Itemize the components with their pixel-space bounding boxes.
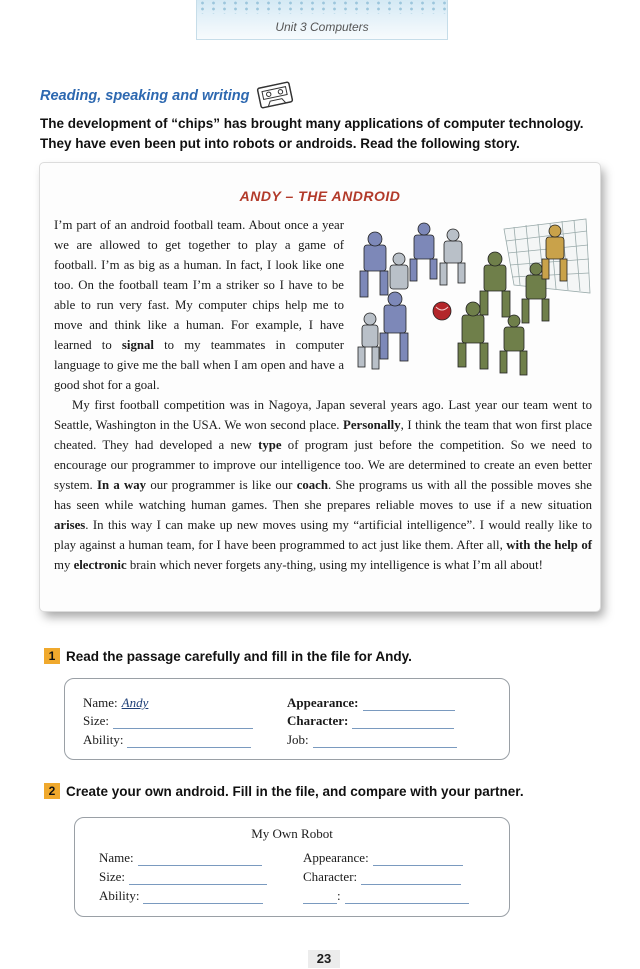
story-p1-keyword-signal: signal <box>121 338 154 352</box>
own-appearance-blank[interactable] <box>373 852 463 866</box>
exercise-2-heading <box>44 783 524 799</box>
story-p2-text-k: . In this way I can make up new moves using my “artificial intelligence”. I would really like to play against a human team, for I have been programmed to act just like them. After all, <box>54 518 592 552</box>
own-name-field <box>99 850 262 866</box>
intro-line-1: The development of “chips” has brought many applications of computer technology. <box>40 116 584 131</box>
andy-character-label: Character: <box>287 713 349 728</box>
andy-appearance-blank[interactable] <box>363 697 455 711</box>
andy-job-blank[interactable] <box>313 734 457 748</box>
own-appearance-label: Appearance: <box>303 850 369 865</box>
exercise-1-heading <box>44 648 412 664</box>
andy-ability-label: Ability: <box>83 732 124 747</box>
andy-job-field <box>287 732 457 748</box>
own-extra-colon: : <box>337 888 341 903</box>
andy-name-field <box>83 695 148 711</box>
exercise-2-instruction: Create your own android. Fill in the file, and compare with your partner. <box>66 783 524 799</box>
story-p2-text-m: my <box>54 558 74 572</box>
andy-appearance-label: Appearance: <box>287 695 359 710</box>
andy-size-field <box>83 713 253 729</box>
story-p2-keyword-coach: coach <box>296 478 328 492</box>
andy-name-value: Andy <box>121 695 149 710</box>
story-p2-keyword-type: type <box>258 438 282 452</box>
exercise-2-number: 2 <box>44 783 60 799</box>
story-p2-text-g: our programmer is like our <box>146 478 297 492</box>
story-box <box>40 163 600 611</box>
andy-appearance-field <box>287 695 455 711</box>
andy-ability-field <box>83 732 251 748</box>
own-robot-file-box <box>74 817 510 917</box>
exercise-1-number: 1 <box>44 648 60 664</box>
andy-name-label: Name: <box>83 695 118 710</box>
story-p2-text-i: . She programs us with all the possible moves she has seen while watching human games. Then she prepares reliable moves to use if a new situation <box>54 478 592 512</box>
own-character-blank[interactable] <box>361 871 461 885</box>
own-name-label: Name: <box>99 850 134 865</box>
story-p2-text-o: brain which never forgets any-thing, using my intelligence is what I’m all about! <box>126 558 543 572</box>
andy-character-field <box>287 713 454 729</box>
own-ability-label: Ability: <box>99 888 140 903</box>
own-appearance-field <box>303 850 463 866</box>
unit-title: Unit 3 Computers <box>275 20 369 34</box>
own-extra-blank[interactable] <box>345 890 469 904</box>
story-p2-keyword-arises: arises <box>54 518 86 532</box>
intro-text <box>40 114 610 154</box>
story-p2-keyword-personally: Personally <box>343 418 401 432</box>
intro-line-2: They have even been put into robots or androids. Read the following story. <box>40 136 520 151</box>
own-extra-field <box>303 888 469 904</box>
andy-file-box <box>64 678 510 760</box>
own-size-label: Size: <box>99 869 125 884</box>
section-title: Reading, speaking and writing <box>40 88 250 104</box>
story-p2-keyword-with-the-help-of: with the help of <box>506 538 592 552</box>
own-name-blank[interactable] <box>138 852 262 866</box>
own-extra-label-blank[interactable] <box>303 890 337 904</box>
own-ability-field <box>99 888 263 904</box>
story-p2-text-a: My first football competition was in Nagoya, Japan several years ago. Last year our team went to Seattle, Washington in the USA. We won second place. <box>54 398 592 432</box>
page-number: 23 <box>308 950 340 968</box>
story-p2-text-c: , I think the team that won first place cheated. They had developed a new <box>54 418 592 452</box>
andy-size-blank[interactable] <box>113 715 253 729</box>
story-p1-text-c: to my teammates in computer language to give me the ball when I am open and have a good shot for a goal. <box>54 338 344 392</box>
story-title: ANDY – THE ANDROID <box>239 188 401 204</box>
andy-job-label: Job: <box>287 732 309 747</box>
story-p1-text-a: I’m part of an android football team. About once a year we are allowed to get together to play a game of football. I’m as big as a human. In fact, I look like one too. On the football team I’m a striker so I have to be able to run very fast. My computer chips help me to move and think like a human. For example, I have learned to <box>54 218 344 352</box>
own-character-field <box>303 869 461 885</box>
story-p2-keyword-in-a-way: In a way <box>97 478 147 492</box>
own-ability-blank[interactable] <box>143 890 263 904</box>
cassette-icon <box>256 81 294 110</box>
story-p2-text-e: of program just before the competition. So we need to encourage our programmer to improve our intelligence too. We are determined to create an even better system. <box>54 438 592 492</box>
robot-football-illustration <box>354 215 592 385</box>
andy-ability-blank[interactable] <box>127 734 251 748</box>
own-size-blank[interactable] <box>129 871 267 885</box>
own-character-label: Character: <box>303 869 358 884</box>
unit-banner <box>196 0 448 40</box>
story-paragraph-2 <box>54 395 592 575</box>
banner-dots <box>197 0 447 14</box>
andy-character-blank[interactable] <box>352 715 454 729</box>
story-p2-keyword-electronic: electronic <box>73 558 127 572</box>
exercise-1-instruction: Read the passage carefully and fill in the file for Andy. <box>66 648 412 664</box>
story-text <box>54 215 592 575</box>
own-size-field <box>99 869 267 885</box>
own-robot-title: My Own Robot <box>251 826 333 841</box>
andy-size-label: Size: <box>83 713 109 728</box>
